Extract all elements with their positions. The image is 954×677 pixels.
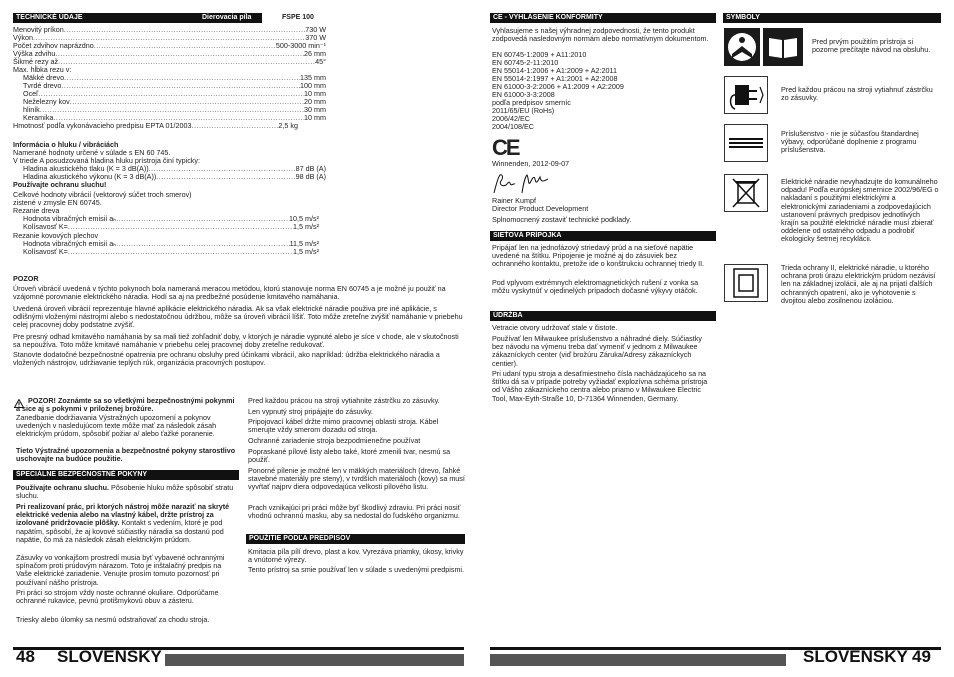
maintenance-text: Používať len Milwaukee príslušenstvo a náhradné diely. Súčiastky bez návodu na výmenu treba dať vymeniť v jednom z Milwaukee zákazníckych center (viď brožúru Záruka/Adresy zákazníckych centier). [492, 334, 702, 368]
warning-bold: POZOR! Zoznámte sa so všetkými bezpečnostnými pokynmi a sice aj s pokynmi v priloženej brožúre. [16, 396, 235, 414]
dot-leader [68, 223, 293, 231]
left-footer-bar [165, 654, 464, 666]
symbols-header: SYMBOLY [723, 13, 941, 23]
weee-bin-icon [724, 174, 768, 212]
metal-title: Rezanie kovových plechov [13, 231, 99, 240]
special-safety-item: Používajte ochranu sluchu. Pôsobenie hluku môže spôsobiť stratu sluchu. [16, 483, 234, 501]
spec-label: Mäkké drevo [23, 73, 65, 82]
tech-specs-header: TECHNICKÉ ÚDAJE [13, 13, 198, 23]
dot-leader [116, 215, 289, 223]
vibration-line: zistené v zmysle EN 60745. [13, 198, 102, 207]
symbol-text: Pred prvým použitím prístroja si pozorne prečítajte návod na obsluhu. [812, 37, 931, 55]
spec-row [23, 106, 326, 114]
spec-row [23, 98, 326, 106]
special-safety-item: Zásuvky vo vonkajšom prostredí musia byť vybavené ochrannými spínačom proti prúdovým nárazom. Toto je inštalačný predpis na Vaše elektrické zariadenie. Venujte prosím tomuto pozornosť pri používaní nášho prístroja. [16, 553, 225, 587]
spec-label: hliník [23, 105, 40, 114]
warning-text: Zanedbanie dodržiavania Výstražných upozornení a pokynov uvedených v nasledujúcom texte môže mať za následok zásah elektrickým prúdom, spôsobiť požiar a/ alebo ťažké poranenie. [16, 413, 217, 439]
symbol-text: Trieda ochrany II, elektrické náradie, u ktorého ochrana proti úrazu elektrickým prúdom nezávisí len na základnej izolácii, ale aj na prijatí ďalších ochranných opatrení, ako je vyhotovenie s dvojitou alebo zosilnenou izoláciou. [781, 263, 936, 305]
noise-line: Namerané hodnoty určené v súlade s EN 60 745. [13, 148, 171, 157]
spec-label: Oceľ [23, 89, 39, 98]
read-manual-icon [724, 28, 760, 66]
signer-name: Rainer Kumpf [492, 196, 536, 205]
dot-leader [55, 50, 304, 58]
dot-leader [156, 173, 295, 181]
dot-leader [94, 42, 276, 50]
unplug-icon [724, 76, 768, 114]
class-ii-icon [724, 264, 768, 302]
spec-value: 2,5 kg [278, 121, 298, 130]
dot-leader [149, 165, 296, 173]
spec-value: 1,5 m/s² [293, 222, 319, 231]
pozor-paragraph: Uvedená úroveň vibrácií reprezentuje hlavné aplikácie elektrického náradia. Ak sa však elektrické náradie použiva pre iné aplikácie, s odlišnými vloženými nástrojmi alebo s nedostatočnou údržbou, môže sa úroveň vibrácií líšiť. Toto môže zreteľne zvýšiť namáhanie v priebehu celej pracovnej doby podstatne zvýšiť. [13, 304, 463, 330]
safety-item: Ponorné pílenie je možné len v mäkkých materiáloch (drevo, ľahké stavebné materiály pre steny), v tvrdších materiáloch (kovy) sa musí vyvŕtať najprv diera odpovedajúca velkosti pílového listu. [248, 466, 465, 492]
spec-row [13, 26, 326, 34]
spec-value: 10 mm [304, 113, 326, 122]
spec-value: 730 W [305, 25, 326, 34]
spec-label: Hodnota vibračných emisií aₕ [23, 214, 117, 223]
ce-norm: 2011/65/EU (RoHs) [492, 106, 555, 115]
noise-title: Informácia o hluku / vibráciách [13, 140, 119, 149]
maintenance-text: Vetracie otvory udržovať stale v čistote. [492, 323, 618, 332]
special-safety-item: Triesky alebo úlomky sa nesmú odstraňovať za chodu stroja. [16, 615, 210, 624]
maintenance-header: ÚDRŽBA [490, 311, 716, 321]
safety-item: Pripojovací kábel držte mimo pracovnej oblasti stroja. Kábel smerujte vždy smerom dozadu od stroja. [248, 417, 439, 435]
dot-leader [38, 90, 304, 98]
spec-label: Hladina akustického tlaku (K = 3 dB(A)) [23, 164, 149, 173]
spec-label: Menovitý príkon [13, 25, 64, 34]
ce-norm: EN 61000-3-3:2008 [492, 90, 555, 99]
ear-protection-note: Používajte ochranu sluchu! [13, 180, 107, 189]
book-icon [763, 28, 803, 66]
usage-text: Tento prístroj sa smie používať len v súlade s uvedenými predpismi. [248, 565, 465, 574]
special-safety-item: Pri realizovaní prác, pri ktorých nástroj môže naraziť na skryté elektrické vedenia alebo na vlastný kábel, držte prístroj za izolované pridržovacie plôšky. Kontakt s vedením, ktoré je pod napätím, spôsobí, že aj kovové súčiastky náradia sa dostanú pod napätie, čo má za následok zásah elektrickým prúdom. [16, 502, 230, 544]
language-label: SLOVENSKY [803, 647, 908, 666]
page-number: 48 [16, 647, 35, 666]
spec-row [23, 74, 326, 82]
spec-value: 100 mm [300, 81, 326, 90]
pozor-paragraph: Pre presný odhad kmitavého namáhania by sa mali tiež zohľadniť doby, v ktorých je náradie vypnuté alebo je síce v chode, ale v skutočnosti sa nepoužíva. Toto môže kmitavé namáhanie v priebehu celej pracovnej doby zreteľne redukovať. [13, 332, 459, 350]
right-footer-bar [490, 654, 786, 666]
special-safety-item: Pri práci so strojom vždy noste ochranné okuliare. Odporúčame ochranné rukavice, pevnú protišmykovú obuv a zásteru. [16, 588, 219, 606]
ce-norm: EN 55014-2:1997 + A1:2001 + A2:2008 [492, 74, 618, 83]
special-safety-header: ŠPECIÁLNE BEZPEČNOSTNÉ POKYNY [13, 470, 239, 480]
dot-leader [40, 106, 304, 114]
spec-value: 10 mm [304, 89, 326, 98]
warning-bold-keep: Tieto Výstražné upozornenia a bezpečnostné pokyny starostlivo uschovajte na budúce použitie. [16, 446, 236, 464]
place-date: Winnenden, 2012-09-07 [492, 159, 570, 168]
spec-label: Hodnota vibračných emisií aₕ [23, 239, 117, 248]
ce-intro: Vyhlasujeme s našej výhradnej zodpovednosti, že tento produkt zodpovedá nasledovným normám alebo normatívnym dokumentom. [492, 26, 709, 44]
dot-leader [64, 26, 305, 34]
safety-item: Ochranné zariadenie stroja bezpodmienečne používat [248, 436, 421, 445]
dot-leader [70, 98, 304, 106]
spec-row [23, 82, 326, 90]
language-label: SLOVENSKY [57, 647, 162, 666]
product-name-header: Dierovacia píla [198, 13, 262, 23]
symbol-text: Pred každou prácou na stroji vytiahnuť zástrčku zo zásuvky. [781, 85, 933, 103]
ce-norm: podľa predpisov smerníc [492, 98, 571, 107]
spec-label: Keramika [23, 113, 54, 122]
spec-value: 26 mm [304, 49, 326, 58]
dot-leader [116, 240, 289, 248]
ce-norm: 2006/42/EC [492, 114, 530, 123]
ce-norm: 2004/108/EC [492, 122, 534, 131]
pozor-title: POZOR [13, 274, 39, 283]
cut-depth-title: Max. hĺbka rezu v: [13, 65, 72, 74]
spec-label: Hladina akustického výkonu (K = 3 dB(A)) [23, 172, 157, 181]
spec-row [13, 42, 326, 50]
spec-label: Tvrdé drevo [23, 81, 62, 90]
symbol-text: Príslušenstvo - nie je súčasťou štandardnej výbavy, odporúčané doplnenie z programu príslušenstva. [781, 129, 919, 155]
spec-value: 45° [315, 57, 326, 66]
maintenance-text: Pri udaní typu stroja a desaťmiestneho čísla nachádzajúceho sa na štítku dá sa v prípade potreby vyžiadať explozívna schéma prístroja od Vášho zákazníckeho centra alebo priamo v Milwaukee Electric Tool, Max-Eyth-Straße 10, D-71364 Winnenden, Germany. [492, 369, 708, 403]
spec-label: Výkon [13, 33, 33, 42]
spec-label: Výška zdvihu [13, 49, 56, 58]
spec-value: 98 dB (A) [295, 172, 326, 181]
safety-item: Prach vznikajúci pri práci môže byť škodlivý zdraviu. Pri práci nosiť vhodnú ochrannú masku, aby sa nedostal do ľudského organizmu. [248, 503, 461, 521]
mains-text: Pod vplyvom extrémnych elektromagnetických rušení z vonka sa môžu vyskytnúť v ojedinelých prípadoch dočasné výkyvy otáčok. [492, 278, 699, 296]
spec-value: 370 W [305, 33, 326, 42]
spec-value: 135 mm [300, 73, 326, 82]
authorized-note: Splnomocnený zostaviť technické podklady. [492, 215, 632, 224]
usage-text: Kmitacia píla pílí drevo, plast a kov. Vyrezáva priamky, úkosy, krivky a vnútorné výrezy. [248, 547, 464, 565]
spec-value: 11,5 m/s² [289, 239, 319, 248]
dot-leader [58, 58, 315, 66]
model-name: FSPE 100 [282, 14, 314, 21]
usage-header: POUŽITIE PODĽA PREDPISOV [246, 534, 465, 544]
spec-label: Kolísavosť K= [23, 222, 68, 231]
ce-norm: EN 55014-1:2006 + A1:2009 + A2:2011 [492, 66, 617, 75]
mains-header: SIEŤOVÁ PRÍPOJKA [490, 231, 716, 241]
vibration-line: Celkové hodnoty vibrácií (vektorový súčet troch smerov) [13, 190, 192, 199]
symbol-text: Elektrické náradie nevyhadzujte do komunálneho odpadu! Podľa európskej smernice 2002/96/EG o nakladaní s použitými elektrickými a elektronickými zariadeniami a zodpovedajúcich ustanovení právnych predpisov jednotlivých krajín sa použité elektrické náradie musí zbierať oddelene od ostatného odpadu a podrobiť ekologicky šetrnej recyklácii. [781, 177, 939, 244]
signer-title: Director Product Development [492, 204, 589, 213]
wood-title: Rezanie dreva [13, 206, 60, 215]
page-number: 49 [912, 647, 931, 666]
safety-item: Popraskané pílové listy alebo také, ktoré zmenili tvar, nesmú sa použiť. [248, 447, 451, 465]
dot-leader [191, 122, 278, 130]
ce-norm: EN 60745-1:2009 + A11:2010 [492, 50, 587, 59]
ce-norm: EN 60745-2-11:2010 [492, 58, 559, 67]
dot-leader [64, 74, 300, 82]
spec-label: Neželezny kov [23, 97, 70, 106]
ce-mark: CE [492, 135, 519, 160]
pozor-paragraph: Úroveň vibrácií uvedená v týchto pokynoch bola nameraná meracou metódou, ktorú stanovuje norma EN 60745 a je možné ju použiť na vzájomné porovnanie elektrického náradia. Hodí sa aj na predbežné posúdenie kmitavého namáhania. [13, 284, 446, 302]
spec-label: Počet zdvihov naprázdno [13, 41, 94, 50]
spec-value: 87 dB (A) [295, 164, 326, 173]
spec-label: Kolísavosť K= [23, 247, 68, 256]
safety-item: Pred každou prácou na stroji vytiahnite zástrčku zo zásuvky. [248, 396, 440, 405]
safety-item: Len vypnutý stroj pripájajte do zásuvky. [248, 407, 373, 416]
spec-row [13, 122, 298, 130]
mains-text: Pripájať len na jednofázový striedavý prúd a na sieťové napätie uvedené na štítku. Pripojenie je možné aj do zásuviek bez ochranného kontaktu, pretože ide o konštrukciu ochrannej triedy II. [492, 243, 705, 269]
spec-value: 10,5 m/s² [289, 214, 319, 223]
spec-value: 500-3000 min⁻¹ [275, 41, 326, 50]
spec-row [13, 50, 326, 58]
accessory-icon [724, 124, 768, 162]
noise-line: V triede A posudzovaná hladina hluku prístroja činí typicky: [13, 156, 200, 165]
pozor-paragraph: Stanovte dodatočné bezpečnostné opatrenia pre ochranu obsluhy pred účinkami vibrácií, ako napríklad: údržba elektrického náradia a vložených nástrojov, udržiavanie teplých rúk, organizácia pracovných postupov. [13, 350, 440, 368]
spec-label: Šikmé rezy až [13, 57, 59, 66]
dot-leader [61, 82, 300, 90]
dot-leader [68, 248, 293, 256]
spec-row [23, 223, 319, 231]
spec-row [23, 248, 319, 256]
spec-value: 1,5 m/s² [293, 247, 319, 256]
ce-header: CE - VYHLÁSENIE KONFORMITY [490, 13, 716, 23]
spec-value: 20 mm [304, 97, 326, 106]
spec-label: Hmotnosť podľa vykonávacieho predpisu EPTA 01/2003 [13, 121, 192, 130]
spec-value: 30 mm [304, 105, 326, 114]
ce-norm: EN 61000-3-2:2006 + A1:2009 + A2:2009 [492, 82, 624, 91]
